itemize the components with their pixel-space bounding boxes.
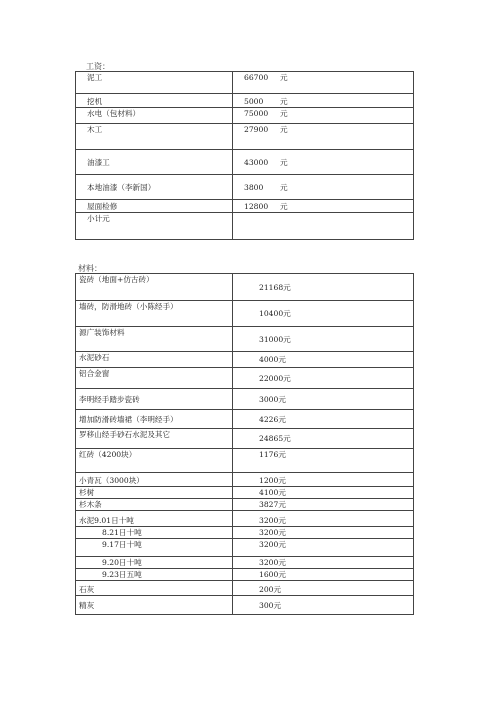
amount-value: 27900 (244, 125, 269, 134)
table-row (76, 108, 414, 124)
material-item-amount: 22000元 (233, 368, 414, 389)
wage-item-amount (233, 124, 414, 150)
table-row (76, 596, 414, 615)
amount-value: 5000 (244, 97, 264, 106)
table-row (76, 301, 414, 327)
material-item-name: 增加防滑砖墙裙（李明经手） (76, 410, 233, 429)
table-row (76, 213, 414, 240)
material-item-amount: 200元 (233, 581, 414, 596)
table-row (76, 429, 414, 449)
material-item-amount: 10400元 (233, 301, 414, 327)
amount-unit: 元 (280, 73, 288, 82)
material-item-amount: 3827元 (233, 499, 414, 511)
material-item-name: 杉树 (76, 487, 233, 499)
wage-item-amount (233, 200, 414, 213)
wages-section-label: 工资： (86, 62, 110, 71)
material-item-name: 8.21日十吨 (76, 527, 233, 539)
material-item-amount: 4226元 (233, 410, 414, 429)
table-row (76, 410, 414, 429)
table-row (76, 72, 414, 94)
amount-unit: 元 (280, 182, 288, 192)
table-row (76, 94, 414, 108)
wage-item-amount (233, 175, 414, 200)
table-row (76, 352, 414, 368)
amount-value: 66700 (244, 73, 269, 82)
amount-unit: 元 (280, 125, 288, 134)
material-item-amount: 1176元 (233, 449, 414, 473)
wage-item-name: 木工 (76, 124, 233, 150)
material-item-name: 9.17日十吨 (76, 539, 233, 557)
material-item-name: 小青瓦（3000块） (76, 473, 233, 487)
table-row (76, 569, 414, 581)
material-item-amount: 24865元 (233, 429, 414, 449)
material-item-name: 墙砖，防滑地砖（小陈经手） (76, 301, 233, 327)
wage-item-name: 挖机 (76, 94, 233, 108)
table-row (76, 449, 414, 473)
material-item-amount: 3000元 (233, 389, 414, 410)
table-row (76, 527, 414, 539)
wage-subtotal-label: 小计元 (76, 213, 233, 240)
table-row (76, 274, 414, 301)
material-item-name: 水泥砂石 (76, 352, 233, 368)
material-item-amount: 21168元 (233, 274, 414, 301)
material-item-name: 水泥9.01日十吨 (76, 511, 233, 527)
material-item-name: 铝合金窗 (76, 368, 233, 389)
wage-item-amount (233, 94, 414, 108)
amount-value: 3800 (244, 182, 264, 192)
amount-value: 75000 (244, 109, 269, 118)
material-item-amount: 300元 (233, 596, 414, 615)
table-row (76, 539, 414, 557)
wage-item-amount (233, 150, 414, 175)
material-item-name: 9.20日十吨 (76, 557, 233, 569)
table-row (76, 499, 414, 511)
wage-item-amount (233, 72, 414, 94)
material-item-amount: 1600元 (233, 569, 414, 581)
table-row (76, 581, 414, 596)
amount-unit: 元 (280, 202, 288, 211)
material-item-name: 瓷砖（地面+仿古砖） (76, 274, 233, 301)
table-row (76, 487, 414, 499)
table-row (76, 368, 414, 389)
table-row (76, 473, 414, 487)
wage-item-name: 油漆工 (76, 150, 233, 175)
amount-unit: 元 (280, 157, 288, 167)
table-row (76, 175, 414, 200)
materials-table (75, 273, 414, 615)
material-item-name: 石灰 (76, 581, 233, 596)
material-item-amount: 3200元 (233, 511, 414, 527)
amount-value: 12800 (244, 202, 269, 211)
material-item-name: 9.23日五吨 (76, 569, 233, 581)
table-row (76, 389, 414, 410)
table-row (76, 200, 414, 213)
material-item-amount: 3200元 (233, 527, 414, 539)
wage-item-amount (233, 108, 414, 124)
table-row (76, 124, 414, 150)
material-item-name: 精灰 (76, 596, 233, 615)
wage-item-name: 泥工 (76, 72, 233, 94)
material-item-name: 杉木条 (76, 499, 233, 511)
material-item-name: 红砖（4200块） (76, 449, 233, 473)
material-item-amount: 4000元 (233, 352, 414, 368)
amount-unit: 元 (280, 109, 288, 118)
wage-item-name: 水电（包材料） (76, 108, 233, 124)
material-item-name: 罗移山经手砂石水泥及其它 (76, 429, 233, 449)
material-item-amount: 3200元 (233, 557, 414, 569)
material-item-amount: 4100元 (233, 487, 414, 499)
table-row (76, 327, 414, 352)
wages-table (75, 71, 414, 240)
material-item-name: 李明经手踏步瓷砖 (76, 389, 233, 410)
material-item-amount: 1200元 (233, 473, 414, 487)
wage-item-name: 屋面检修 (76, 200, 233, 213)
amount-value: 43000 (244, 157, 269, 167)
wage-subtotal-value (233, 213, 414, 240)
table-row (76, 511, 414, 527)
amount-unit: 元 (280, 97, 288, 106)
table-row (76, 150, 414, 175)
material-item-name: 源广装饰材料 (76, 327, 233, 352)
wage-item-name: 本地油漆（李新国） (76, 175, 233, 200)
materials-section-label: 材料： (78, 264, 102, 273)
table-row (76, 557, 414, 569)
material-item-amount: 31000元 (233, 327, 414, 352)
material-item-amount: 3200元 (233, 539, 414, 557)
